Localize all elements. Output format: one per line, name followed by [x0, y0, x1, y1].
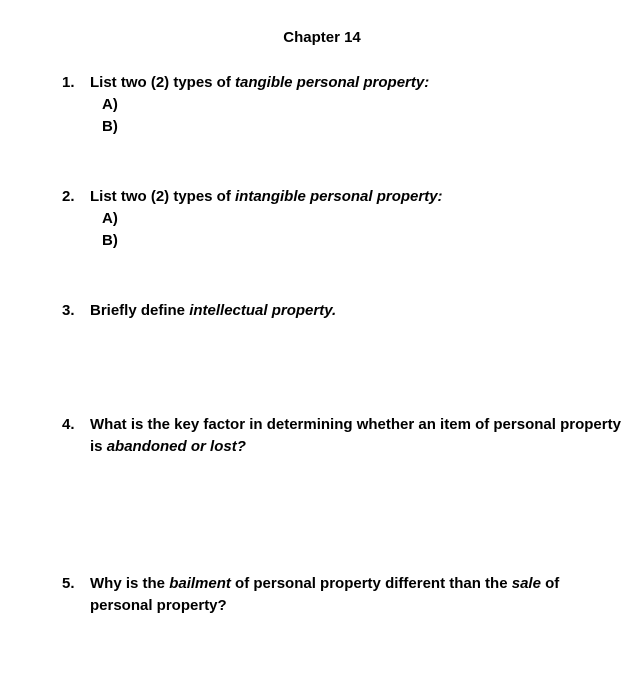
question-2 [62, 186, 622, 252]
question-emphasis: tangible personal property: [235, 74, 430, 91]
question-text: Briefly define intellectual property. [90, 302, 337, 319]
page-title: Chapter 14 [283, 29, 361, 46]
question-number: 1. [62, 74, 75, 91]
question-number: 5. [62, 575, 75, 592]
question-text: What is the key factor in determining whether an item of personal property is abandoned or lost? [90, 416, 621, 455]
question-emphasis-2: sale [511, 575, 541, 592]
answer-list [102, 208, 622, 252]
question-number: 2. [62, 188, 75, 205]
question-emphasis: intangible personal property: [235, 188, 443, 205]
question-emphasis: bailment [169, 575, 231, 592]
answer-label-b: B) [102, 118, 118, 135]
answer-label-a: A) [102, 210, 118, 227]
answer-label-b: B) [102, 232, 118, 249]
question-text: Why is the bailment of personal property different than the sale of personal property? [90, 575, 560, 614]
answer-list [102, 94, 622, 138]
question-emphasis: abandoned or lost? [106, 438, 246, 455]
question-text: List two (2) types of tangible personal property: [90, 74, 430, 91]
question-4 [62, 414, 622, 458]
question-number: 4. [62, 416, 75, 433]
question-emphasis: intellectual property. [189, 302, 337, 319]
question-5 [62, 573, 622, 617]
question-3 [62, 300, 622, 322]
answer-label-a: A) [102, 96, 118, 113]
question-number: 3. [62, 302, 75, 319]
question-1 [62, 72, 622, 138]
question-text: List two (2) types of intangible personal property: [90, 188, 443, 205]
